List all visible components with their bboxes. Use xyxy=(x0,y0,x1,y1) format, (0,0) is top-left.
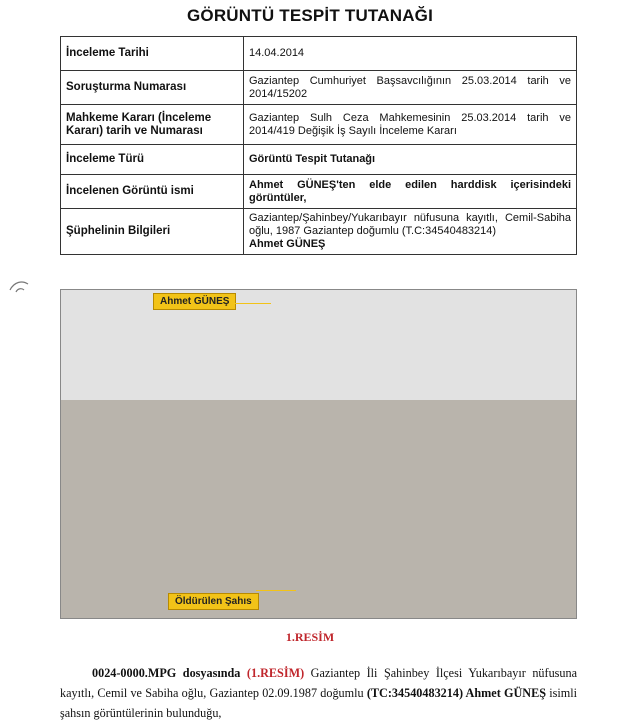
label-tag-bottom: Öldürülen Şahıs xyxy=(168,593,259,610)
label-pointer-top xyxy=(231,303,271,304)
paragraph-text-1: Gaziantep İli Şahinbey İlçesi Yukarıbayır nüfusuna kayıtlı, Cemil ve Sabiha oğlu, Gaziantep 02.09.1987 doğumlu xyxy=(60,666,578,700)
description-paragraph xyxy=(60,663,577,723)
row-label: İncelenen Görüntü ismi xyxy=(61,175,244,209)
row-value: Gaziantep Sulh Ceza Mahkemesinin 25.03.2014 tarih ve 2014/419 Değişik İş Sayılı İnceleme Kararı xyxy=(244,105,577,145)
row-label: Soruşturma Numarası xyxy=(61,71,244,105)
table-row xyxy=(61,209,577,255)
tc-and-name: (TC:34540483214) Ahmet GÜNEŞ xyxy=(366,686,546,700)
document-title: GÖRÜNTÜ TESPİT TUTANAĞI xyxy=(186,6,434,25)
photo-background-top xyxy=(61,290,576,400)
row-label: Şüphelinin Bilgileri xyxy=(61,209,244,255)
figure-caption: 1.RESİM xyxy=(285,630,335,644)
row-value: Ahmet GÜNEŞ'ten elde edilen harddisk içerisindeki görüntüler, xyxy=(244,175,577,209)
scan-mark-icon xyxy=(8,276,34,298)
table-row xyxy=(61,145,577,175)
row-value xyxy=(244,209,577,255)
info-table xyxy=(60,36,577,255)
row-value: Gaziantep Cumhuriyet Başsavcılığının 25.03.2014 tarih ve 2014/15202 xyxy=(244,71,577,105)
label-tag-top: Ahmet GÜNEŞ xyxy=(153,293,236,310)
suspect-details: Gaziantep/Şahinbey/Yukarıbayır nüfusuna kayıtlı, Cemil-Sabiha oğlu, 1987 Gaziantep doğumlu (T.C:34540483214) xyxy=(249,212,571,237)
file-reference: 0024-0000.MPG dosyasında xyxy=(92,666,241,680)
table-row xyxy=(61,105,577,145)
table-row xyxy=(61,71,577,105)
paragraph-text-2: isimli şahsın görüntülerinin bulunduğu, xyxy=(60,686,578,720)
row-value: Görüntü Tespit Tutanağı xyxy=(244,145,577,175)
row-label: Mahkeme Kararı (İnceleme Kararı) tarih ve Numarası xyxy=(61,105,244,145)
row-label: İnceleme Türü xyxy=(61,145,244,175)
table-row xyxy=(61,175,577,209)
evidence-photo-placeholder xyxy=(60,289,577,619)
label-pointer-bottom xyxy=(256,590,296,591)
table-row xyxy=(61,37,577,71)
suspect-name: Ahmet GÜNEŞ xyxy=(249,238,326,250)
row-value: 14.04.2014 xyxy=(244,37,577,71)
photo-background-bottom xyxy=(61,400,576,619)
figure-reference: (1.RESİM) xyxy=(246,666,305,680)
row-label: İnceleme Tarihi xyxy=(61,37,244,71)
